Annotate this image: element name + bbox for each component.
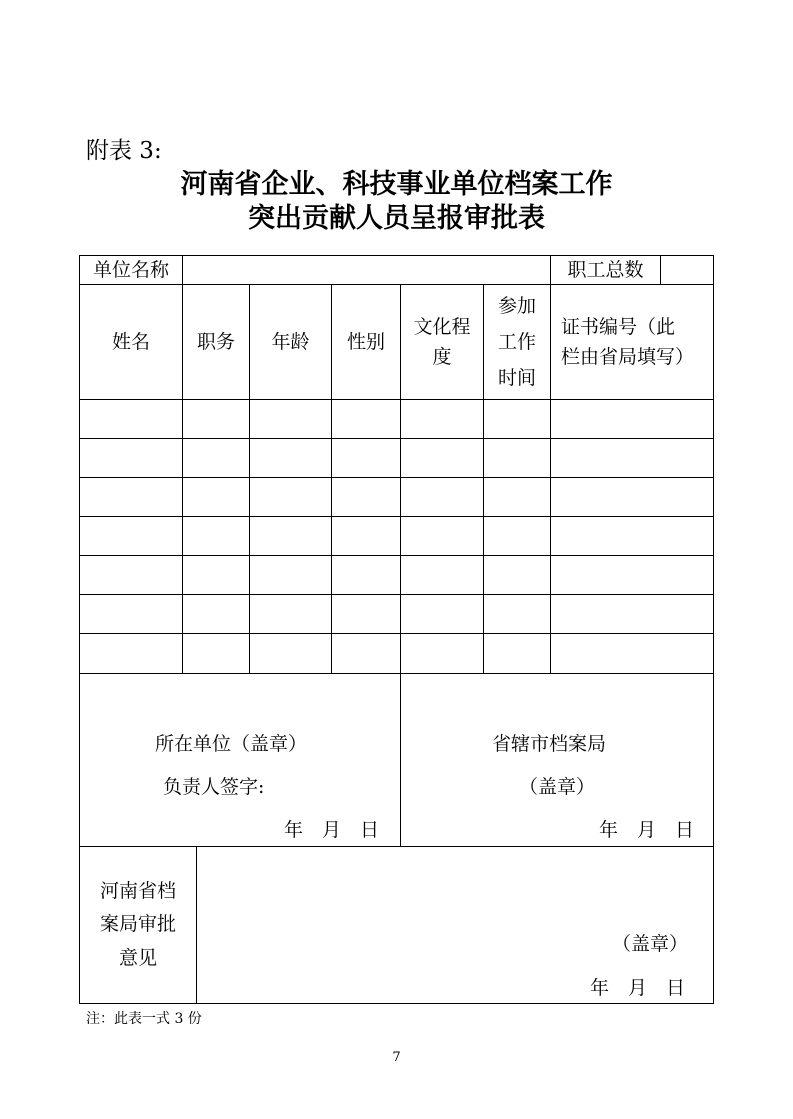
responsible-signature-label: 负责人签字: <box>163 776 265 798</box>
unit-name-field[interactable] <box>183 256 550 284</box>
table-row[interactable] <box>80 478 713 516</box>
page-number: 7 <box>392 1050 401 1065</box>
staff-total-field[interactable] <box>661 256 713 284</box>
province-seal-label: （盖章） <box>612 933 689 955</box>
signature-divider <box>400 673 401 846</box>
table-row[interactable] <box>80 556 713 594</box>
city-archive-label: 省辖市档案局 <box>492 733 607 755</box>
province-date: 年 月 日 <box>590 977 686 999</box>
unit-date: 年 月 日 <box>284 819 380 841</box>
header-education-line2: 度 <box>432 346 452 368</box>
header-education-line1: 文化程 <box>413 315 471 338</box>
header-certificate <box>551 285 713 399</box>
annex-label: 附表 3: <box>86 138 162 164</box>
table-row[interactable] <box>80 595 713 633</box>
form-title-line2: 突出贡献人员呈报审批表 <box>248 203 545 234</box>
province-label-line3: 意见 <box>118 946 157 969</box>
header-cert-line1: 证书编号（此 <box>561 315 676 338</box>
header-position: 职务 <box>196 330 235 353</box>
header-work-line3: 时间 <box>497 367 536 390</box>
table-border-bottom <box>79 1003 714 1004</box>
header-work-line1: 参加 <box>497 294 536 317</box>
header-work-line2: 工作 <box>497 330 536 353</box>
unit-seal-label: 所在单位（盖章） <box>155 733 308 755</box>
city-seal-label: （盖章） <box>519 776 596 798</box>
header-gender: 性别 <box>346 330 385 353</box>
province-label-line1: 河南省档 <box>99 880 176 903</box>
table-row[interactable] <box>80 517 713 555</box>
table-border-right <box>713 255 714 1004</box>
staff-total-label: 职工总数 <box>567 258 644 281</box>
header-cert-line2: 栏由省局填写） <box>561 346 695 368</box>
province-approval-label <box>80 847 196 1003</box>
footnote: 注：此表一式 3 份 <box>86 1011 202 1027</box>
city-date: 年 月 日 <box>599 819 695 841</box>
header-age: 年龄 <box>271 330 310 353</box>
table-row[interactable] <box>80 400 713 438</box>
header-work-start <box>484 285 550 399</box>
form-title-line1: 河南省企业、科技事业单位档案工作 <box>180 169 613 200</box>
row-line-8 <box>79 673 714 674</box>
header-education <box>401 285 483 399</box>
table-row[interactable] <box>80 634 713 673</box>
table-row[interactable] <box>80 439 713 477</box>
unit-name-label: 单位名称 <box>92 258 169 281</box>
province-label-line2: 案局审批 <box>99 913 176 936</box>
header-name: 姓名 <box>111 330 150 353</box>
